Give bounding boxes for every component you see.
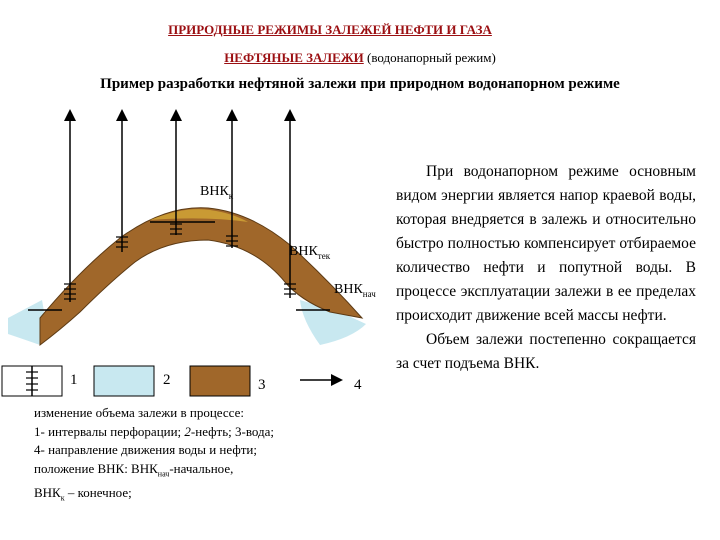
legend-line-5: $ВНК_к$ – конечное;: [34, 484, 132, 503]
legend-line-1: изменение объема залежи в процессе:: [34, 405, 244, 420]
page-title: ПРИРОДНЫЕ РЕЖИМЫ ЗАЛЕЖЕЙ НЕФТИ И ГАЗА: [168, 22, 492, 37]
description-paragraph-1: При водонапорном режиме основным видом энергии является напор краевой воды, которая внедряется в залежь и относительно быстро полностью компенсирует отбираемое количество нефти и попутной воды. В процессе эксплуатации залежи в ее пределах происходит движение всей массы нефти.: [396, 163, 696, 324]
legend-line-4: положение ВНК: $ВНК_{нач}$-начальное,: [34, 460, 234, 479]
legend-number-2: 2: [163, 372, 171, 388]
description-text: [396, 160, 696, 376]
label-vnk-initial: $ВНК_{нач}$: [334, 282, 376, 299]
legend-box-oil-color: [94, 366, 154, 396]
legend-line-3: 4- направление движения воды и нефти;: [34, 442, 257, 457]
section-title-main: НЕФТЯНЫЕ ЗАЛЕЖИ: [224, 50, 364, 65]
section-title-note: (водонапорный режим): [367, 50, 496, 65]
water-zone-left: [8, 300, 45, 345]
legend-description: [34, 404, 374, 508]
label-vnk-final: $ВНК_к$: [200, 184, 234, 201]
description-paragraph-2: Объем залежи постепенно сокращается за счет подъема ВНК.: [396, 331, 696, 372]
legend-line-2: 1- интервалы перфорации; 2-нефть; 3-вода;: [34, 423, 275, 439]
legend-number-3: 3: [258, 377, 266, 393]
legend-box-water-color: [190, 366, 250, 396]
diagram-heading: Пример разработки нефтяной залежи при природном водонапорном режиме: [100, 76, 620, 92]
legend-number-4: 4: [354, 377, 362, 393]
label-vnk-current: $ВНК_{тек}$: [289, 244, 331, 261]
legend-number-1: 1: [70, 372, 78, 388]
